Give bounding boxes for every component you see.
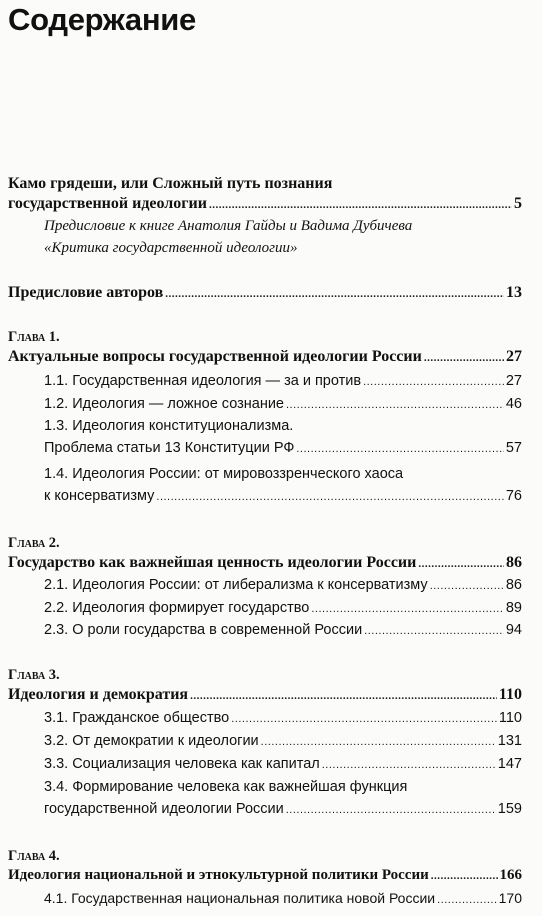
section-1-4-line1: 1.4. Идеология России: от мировоззренческого хаоса <box>44 466 404 482</box>
page-number: 57 <box>505 440 522 456</box>
chapter3-title: Идеология и демократия <box>8 686 189 703</box>
page-number: 76 <box>505 488 522 504</box>
toc-entry-2-3[interactable] <box>44 622 522 638</box>
section-title: Проблема статьи 13 Конституции РФ <box>44 440 295 456</box>
page-number: 110 <box>498 710 522 726</box>
dot-leader <box>190 690 497 702</box>
page-number: 27 <box>505 373 522 389</box>
page-number: 89 <box>505 600 522 616</box>
preface1-title-line2: государственной идеологии <box>8 195 207 212</box>
toc-entry-chapter2[interactable] <box>8 554 522 572</box>
section-title: 3.3. Социализация человека как капитал <box>44 756 320 772</box>
page-number: 166 <box>499 867 522 883</box>
toc-entry-1-2[interactable] <box>44 396 522 412</box>
dot-leader <box>437 894 497 906</box>
page-title: Содержание <box>8 2 196 37</box>
preface1-note-line1: Предисловие к книге Анатолия Гайды и Вадима Дубичева <box>44 218 413 234</box>
dot-leader <box>156 491 503 503</box>
page-number: 159 <box>497 801 522 817</box>
toc-entry-2-1[interactable] <box>44 577 522 593</box>
toc-entry-4-1[interactable] <box>44 890 522 906</box>
section-title: государственной идеологии России <box>44 801 284 817</box>
dot-leader <box>231 713 497 725</box>
page-number: 86 <box>506 554 522 571</box>
dot-leader <box>286 399 504 411</box>
toc-entry-1-1[interactable] <box>44 373 522 389</box>
section-1-3-line1: 1.3. Идеология конституционализма. <box>44 418 294 434</box>
chapter4-label: Глава 4. <box>8 848 60 864</box>
section-title: 1.2. Идеология — ложное сознание <box>44 396 284 412</box>
section-title: 2.2. Идеология формирует государство <box>44 600 310 616</box>
toc-entry-3-3[interactable] <box>44 756 522 772</box>
preface1-title-line1: Камо грядеши, или Сложный путь познания <box>8 175 333 192</box>
toc-entry-chapter1[interactable] <box>8 348 522 366</box>
chapter1-title: Актуальные вопросы государственной идеологии России <box>8 348 422 365</box>
page-number: 5 <box>514 195 522 212</box>
chapter4-title: Идеология национальной и этнокультурной политики России <box>8 867 429 883</box>
dot-leader <box>261 736 496 748</box>
toc-entry-preface1[interactable] <box>8 195 522 213</box>
dot-leader <box>430 580 504 592</box>
dot-leader <box>311 603 503 615</box>
toc-entry-2-2[interactable] <box>44 600 522 616</box>
page-number: 27 <box>506 348 522 365</box>
page-number: 46 <box>505 396 522 412</box>
preface2-title: Предисловие авторов <box>8 284 164 301</box>
section-title: к консерватизму <box>44 488 155 504</box>
chapter3-label: Глава 3. <box>8 667 60 683</box>
page-number: 147 <box>497 756 522 772</box>
section-title: 3.1. Гражданское общество <box>44 710 230 726</box>
toc-entry-3-4[interactable] <box>44 801 522 817</box>
dot-leader <box>165 288 504 300</box>
dot-leader <box>418 558 504 570</box>
chapter1-label: Глава 1. <box>8 329 60 345</box>
page-number: 94 <box>505 622 522 638</box>
section-title: 1.1. Государственная идеология — за и против <box>44 373 362 389</box>
toc-entry-1-3[interactable] <box>44 440 522 456</box>
dot-leader <box>364 625 504 637</box>
toc-entry-preface2[interactable] <box>8 284 522 302</box>
toc-entry-1-4[interactable] <box>44 488 522 504</box>
dot-leader <box>209 199 512 211</box>
chapter2-label: Глава 2. <box>8 535 60 551</box>
dot-leader <box>286 804 496 816</box>
section-title: 4.1. Государственная национальная политика новой России <box>44 890 436 906</box>
toc-entry-chapter3[interactable] <box>8 686 522 704</box>
dot-leader <box>363 376 504 388</box>
dot-leader <box>431 870 498 882</box>
page-number: 170 <box>498 890 522 906</box>
section-title: 3.2. От демократии к идеологии <box>44 733 259 749</box>
page-number: 86 <box>505 577 522 593</box>
dot-leader <box>296 443 503 455</box>
page-number: 131 <box>497 733 522 749</box>
chapter2-title: Государство как важнейшая ценность идеологии России <box>8 554 417 571</box>
section-3-4-line1: 3.4. Формирование человека как важнейшая функция <box>44 779 408 795</box>
section-title: 2.1. Идеология России: от либерализма к консерватизму <box>44 577 428 593</box>
page-number: 13 <box>506 284 522 301</box>
section-title: 2.3. О роли государства в современной России <box>44 622 363 638</box>
toc-entry-chapter4[interactable] <box>8 867 522 884</box>
toc-entry-3-2[interactable] <box>44 733 522 749</box>
preface1-note-line2: «Критика государственной идеологии» <box>44 240 298 256</box>
dot-leader <box>322 759 496 771</box>
dot-leader <box>424 352 504 364</box>
page-number: 110 <box>498 686 522 703</box>
toc-entry-3-1[interactable] <box>44 710 522 726</box>
